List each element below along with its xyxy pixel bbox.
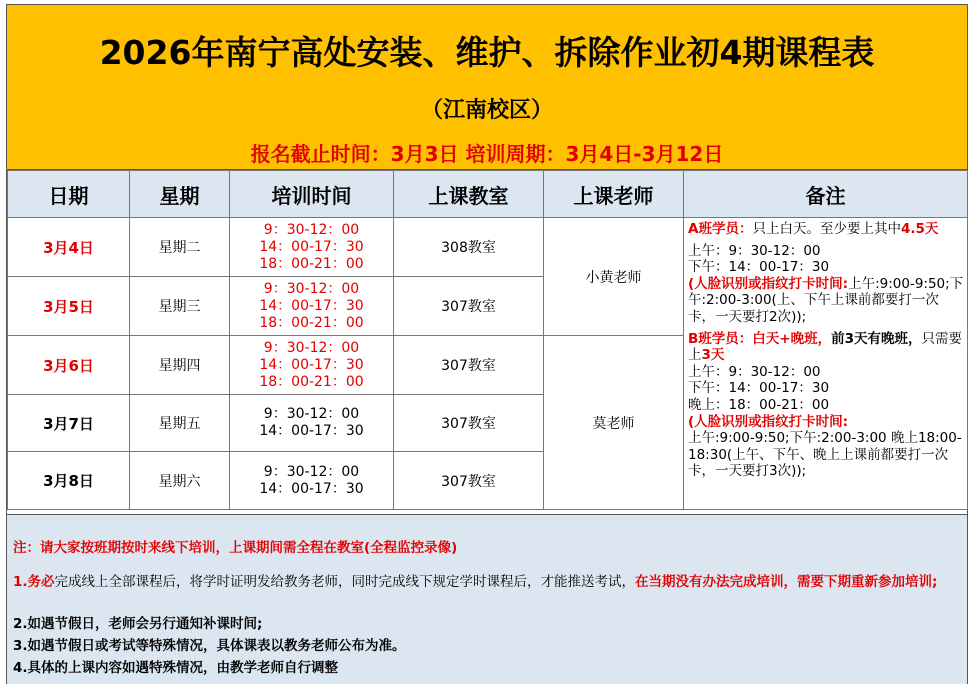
time-slot: 14：00-17：30 [259, 297, 364, 314]
campus-label: （江南校区） [420, 98, 553, 123]
memo-b-pm: 下午：14：00-17：30 [688, 380, 830, 397]
time-slot: 9：30-12：00 [263, 221, 360, 238]
table-header-row [8, 171, 968, 218]
col-header-memo: 备注 [684, 171, 968, 218]
memo-a-punch: (人脸识别或指纹打卡时间:上午:9:00-9:50;下午:2:00-3:00(上、下午上课前都要打一次卡，一天要打2次)); [688, 275, 964, 325]
date-cell: 3月6日 [8, 336, 130, 395]
time-slot: 14：00-17：30 [259, 238, 364, 255]
note-1: 1.务必完成线上全部课程后，将学时证明发给教务老师，同时完成线下规定学时课程后，才能推送考试，在当期没有办法完成培训，需要下期重新参加培训; [13, 574, 938, 590]
time-cell [230, 218, 394, 277]
time-slot: 9：30-12：00 [263, 339, 360, 356]
date-cell: 3月7日 [8, 395, 130, 452]
memo-a-pm: 下午：14：00-17：30 [688, 259, 830, 276]
col-header-time: 培训时间 [230, 171, 394, 218]
weekday-cell: 星期六 [130, 452, 230, 510]
date-cell: 3月4日 [8, 218, 130, 277]
time-slot: 14：00-17：30 [259, 480, 364, 497]
time-slot: 9：30-12：00 [263, 463, 360, 480]
note-3: 3.如遇节假日或考试等特殊情况，具体课表以教务老师公布为准。 [13, 638, 406, 654]
memo-a-line: A班学员：只上白天。至少要上其中4.5天 [688, 221, 939, 237]
time-cell [230, 336, 394, 395]
page-title: 2026年南宁高处安装、维护、拆除作业初4期课程表 [99, 33, 875, 72]
time-cell [230, 395, 394, 452]
col-header-room: 上课教室 [394, 171, 544, 218]
memo-b-am: 上午：9：30-12：00 [688, 363, 821, 380]
date-cell: 3月5日 [8, 277, 130, 336]
memo-a-am: 上午：9：30-12：00 [688, 242, 821, 259]
memo-cell [684, 218, 968, 510]
room-cell: 307教室 [394, 452, 544, 510]
memo-b-punch: (人脸识别或指纹打卡时间: 上午:9:00-9:50;下午:2:00-3:00 晚上18:00-18:30(上午、下午、晚上上课前都要打一次卡，一天要打3次)); [688, 413, 962, 480]
note-4: 4.具体的上课内容如遇特殊情况，由教学老师自行调整 [13, 660, 339, 676]
deadline-line: 报名截止时间：3月3日 培训周期：3月4日-3月12日 [250, 142, 724, 166]
weekday-cell: 星期二 [130, 218, 230, 277]
note-2: 2.如遇节假日，老师会另行通知补课时间; [13, 616, 263, 632]
table-row [8, 218, 968, 277]
time-slot: 18：00-21：00 [259, 314, 364, 331]
time-slot: 18：00-21：00 [259, 255, 364, 272]
room-cell: 307教室 [394, 336, 544, 395]
room-cell: 307教室 [394, 277, 544, 336]
col-header-weekday: 星期 [130, 171, 230, 218]
schedule-sheet [6, 4, 968, 684]
teacher-cell: 小黄老师 [544, 218, 684, 336]
time-slot: 18：00-21：00 [259, 373, 364, 390]
col-header-teacher: 上课老师 [544, 171, 684, 218]
memo-b-eve: 晚上：18：00-21：00 [688, 396, 830, 413]
time-slot: 9：30-12：00 [263, 280, 360, 297]
time-cell [230, 452, 394, 510]
room-cell: 308教室 [394, 218, 544, 277]
time-slot: 14：00-17：30 [259, 423, 364, 439]
col-header-date: 日期 [8, 171, 130, 218]
notes-section [7, 514, 967, 684]
note-intro: 注：请大家按班期按时来线下培训，上课期间需全程在教室(全程监控录像) [13, 540, 458, 556]
time-slot: 14：00-17：30 [259, 356, 364, 373]
weekday-cell: 星期五 [130, 395, 230, 452]
memo-b-line: B班学员：白天+晚班，前3天有晚班，只需要上3天 [688, 330, 963, 364]
room-cell: 307教室 [394, 395, 544, 452]
weekday-cell: 星期四 [130, 336, 230, 395]
time-slot: 9：30-12：00 [263, 406, 360, 422]
weekday-cell: 星期三 [130, 277, 230, 336]
date-cell: 3月8日 [8, 452, 130, 510]
time-cell [230, 277, 394, 336]
schedule-table [7, 170, 968, 510]
teacher-cell: 莫老师 [544, 336, 684, 510]
header-banner [7, 5, 967, 170]
